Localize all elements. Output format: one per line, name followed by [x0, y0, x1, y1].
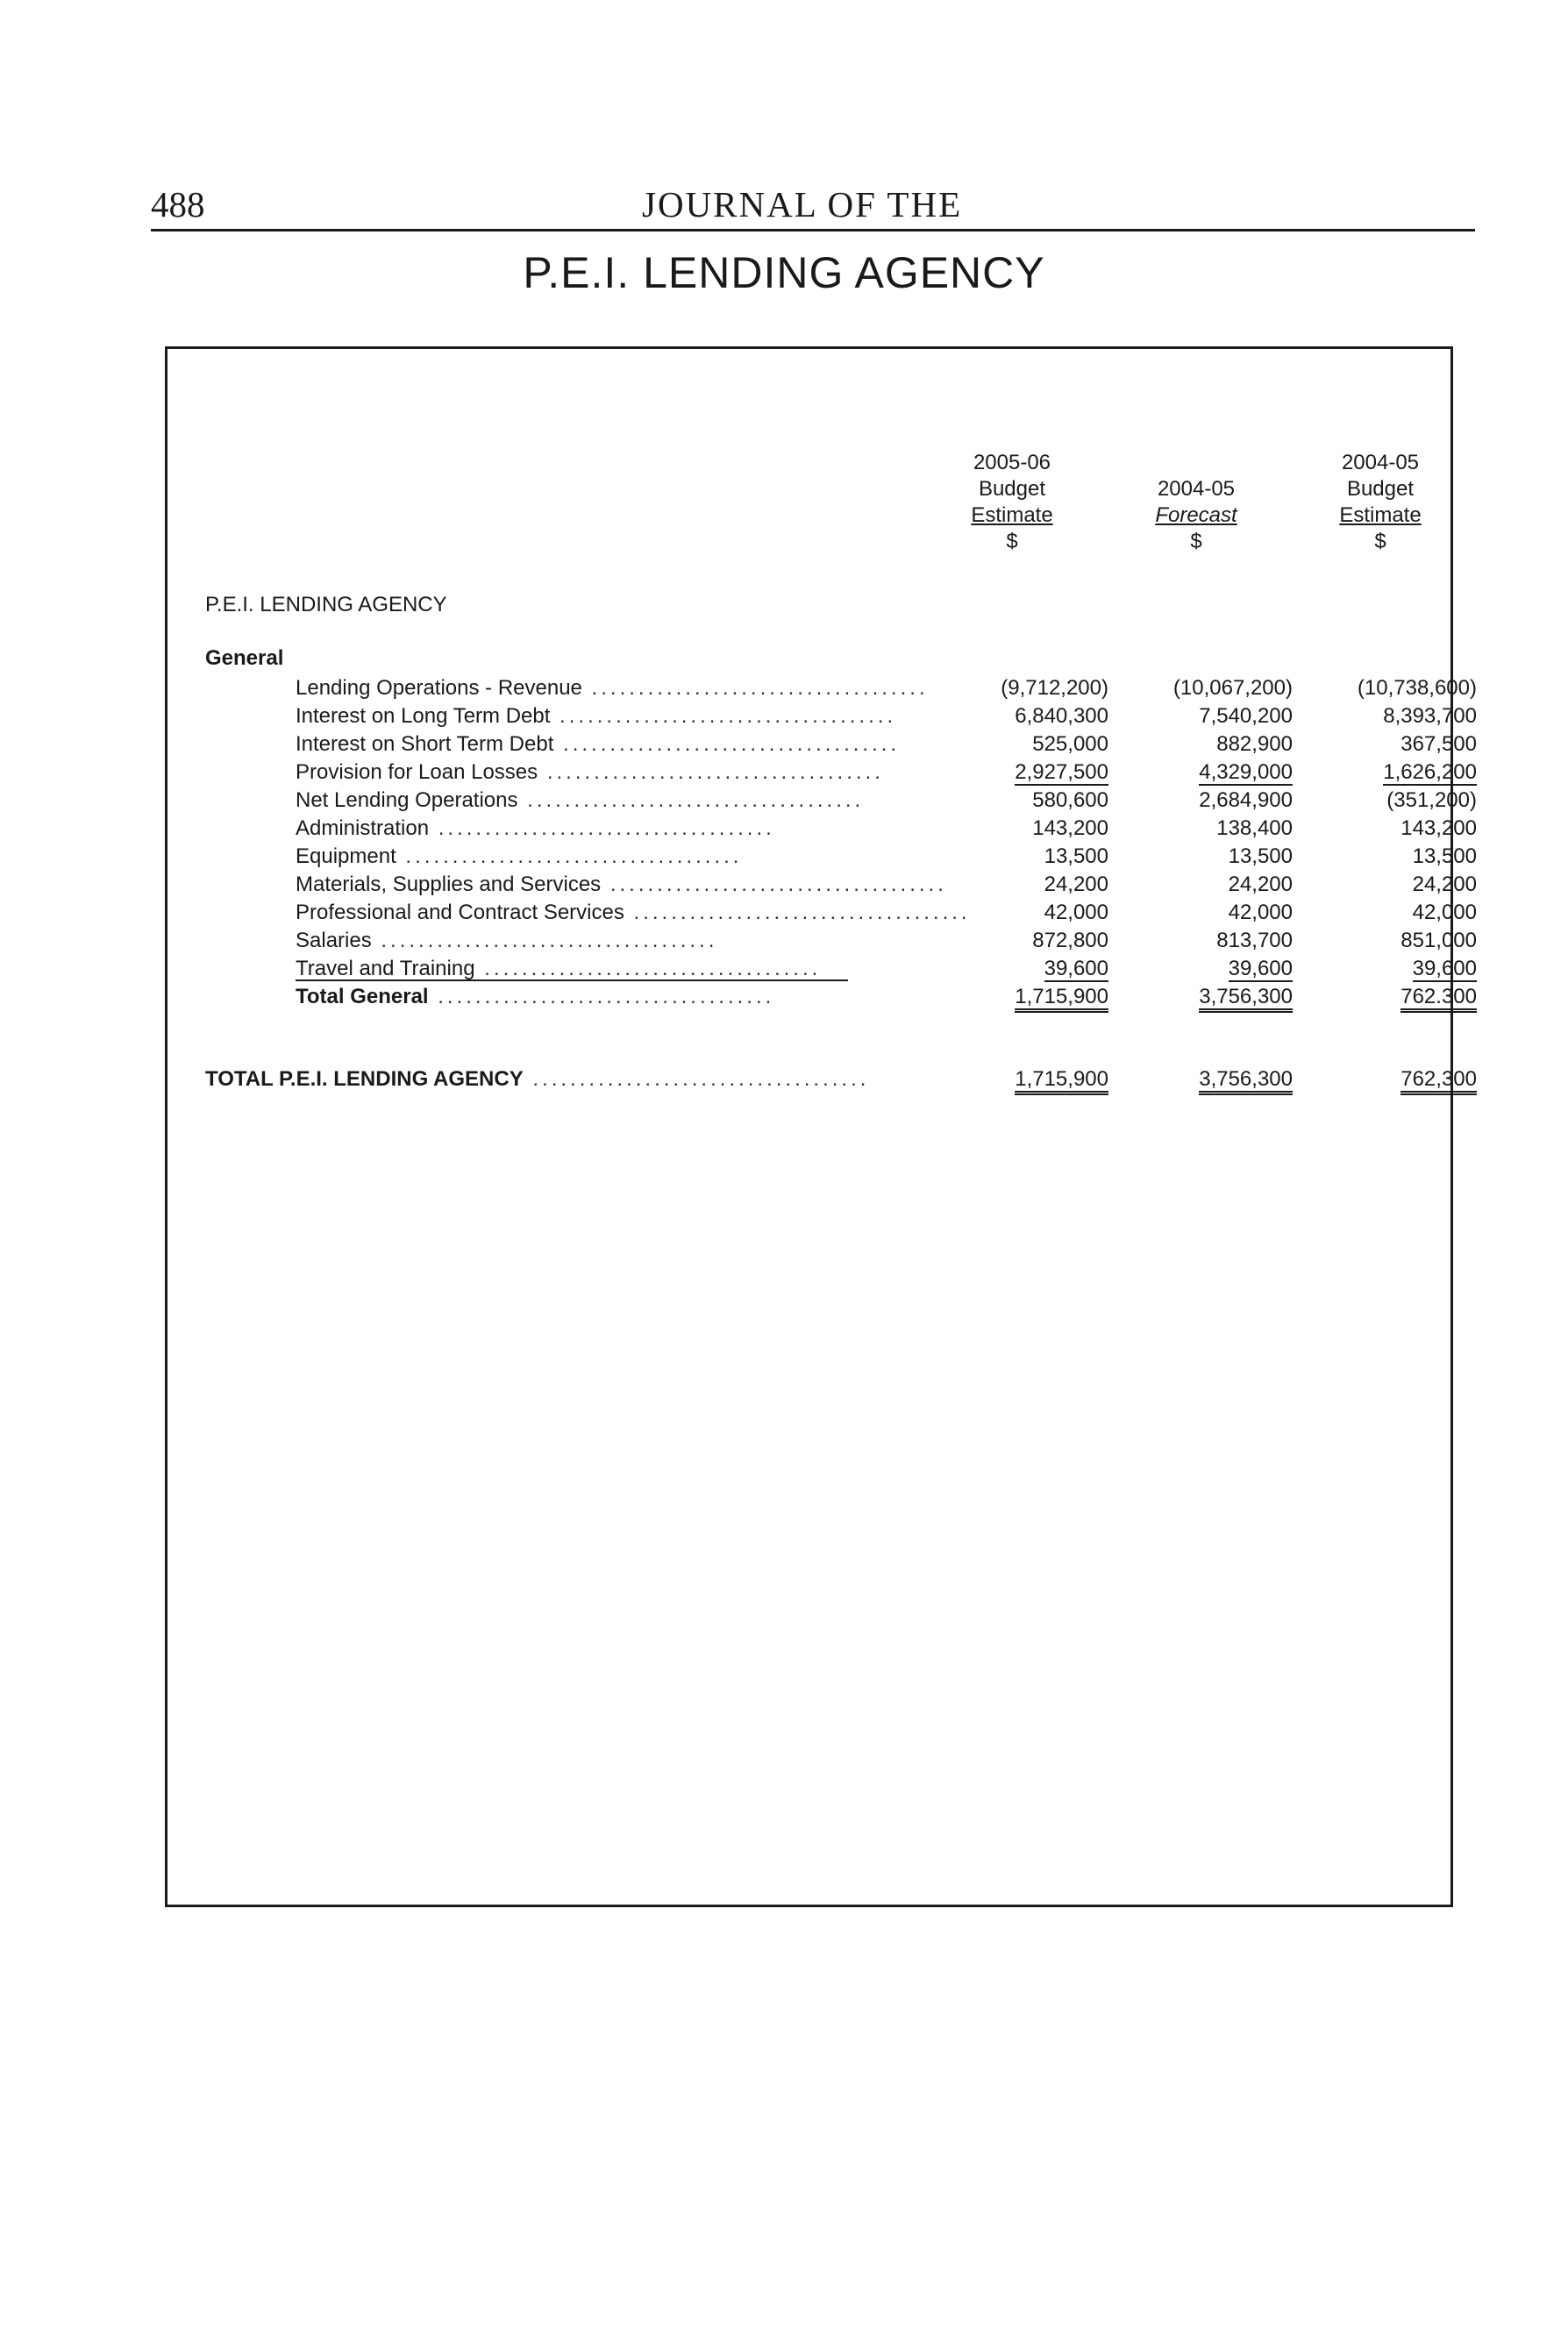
column-header-line: Forecast — [1155, 503, 1237, 527]
journal-title: JOURNAL OF THE — [642, 184, 963, 224]
page-title: P.E.I. LENDING AGENCY — [523, 248, 1045, 297]
value-cell: 2,927,500 — [1015, 760, 1108, 784]
page-number: 488 — [151, 184, 205, 224]
value-cell: 6,840,300 — [1015, 704, 1108, 728]
value-cell: 24,200 — [1228, 872, 1293, 896]
value-cell: 2,684,900 — [1199, 788, 1293, 812]
value-cell: 851,000 — [1401, 929, 1477, 952]
column-header-line: 2004-05 — [1341, 451, 1420, 474]
row-label: Total General — [296, 985, 429, 1008]
value-cell: 143,200 — [1401, 816, 1477, 840]
column-header-line: 2004-05 — [1157, 477, 1236, 501]
value-cell: 872,800 — [1032, 929, 1108, 952]
value-cell: 138,400 — [1216, 816, 1293, 840]
value-cell: 7,540,200 — [1199, 704, 1293, 728]
running-head — [151, 178, 1475, 231]
value-cell: 42,000 — [1228, 901, 1293, 924]
value-cell: 1,626,200 — [1383, 760, 1477, 784]
value-cell: 39,600 — [1228, 957, 1293, 980]
value-cell: 13,500 — [1412, 844, 1477, 868]
column-header-line — [1100, 450, 1293, 476]
row-label: Provision for Loan Losses — [296, 760, 538, 784]
group-title: General — [205, 646, 284, 670]
column-header-line: 2005-06 — [973, 451, 1051, 474]
column-header-unit: $ — [1006, 530, 1018, 553]
row-label: Materials, Supplies and Services — [296, 872, 602, 896]
value-cell: (10,067,200) — [1172, 676, 1293, 700]
value-cell: 8,393,700 — [1383, 704, 1477, 728]
value-cell: 580,600 — [1032, 788, 1108, 812]
value-cell: 525,000 — [1032, 732, 1108, 756]
column-header-line: Budget — [978, 477, 1046, 501]
row-label: Lending Operations - Revenue — [296, 676, 582, 700]
column-header-unit: $ — [1374, 530, 1386, 553]
value-cell: 143,200 — [1032, 816, 1108, 840]
value-cell: 3,756,300 — [1199, 985, 1293, 1013]
row-label: Equipment — [296, 844, 396, 868]
column-header-line: Estimate — [1339, 503, 1422, 527]
grand-total-value: 1,715,900 — [1015, 1067, 1108, 1095]
row-label: Professional and Contract Services — [296, 901, 624, 924]
row-label: Travel and Training — [296, 957, 475, 980]
estimates-table: 2005-06 Budget Estimate $ 2004-05 Forecast $ 2004-05 Budget Estimate $ P.E.I. LENDING AGENCY General Lending Operations - Revenue .................................... (9,712,200) (10,067,200) (10,738,600) Interest on Long Term Debt .................................... 6,840,300 7,540,200 8,393,700 Interest on Short Term Debt .................................... 525,000 882,900 367,500 Provision for Loan Losses .................................... 2,927,500 4,329,000 1,626,200 Net Lending Operations .................................... 580,600 2,684,900 (351,200) Administration .................................... 143,200 138,400 143,200 Equipment .................................... 13,500 13,500 13,500 Materials, Supplies and Services .................................... 24,200 24,200 24,200 Professional and Contract Services .................................... 42,000 42,000 42,000 Salaries .................................... 872,800 813,700 851,000 Travel and Training .................................... 39,600 39,600 39,600 Total General .................................... 1,715,900 3,756,300 762.300 TOTAL P.E.I. LENDING AGENCY .................................... 1,715,900 3,756,300 762,300 — [165, 346, 1453, 1907]
grand-total-label: TOTAL P.E.I. LENDING AGENCY — [205, 1067, 524, 1091]
value-cell: 24,200 — [1044, 872, 1108, 896]
value-cell: 13,500 — [1228, 844, 1293, 868]
column-header-unit: $ — [1190, 530, 1202, 553]
value-cell: 1,715,900 — [1015, 985, 1108, 1013]
column-header-forecast-2004-05 — [1100, 450, 1293, 555]
grand-total-value: 3,756,300 — [1199, 1067, 1293, 1095]
row-label: Administration — [296, 816, 430, 840]
row-label: Salaries — [296, 929, 372, 952]
value-cell: 4,329,000 — [1199, 760, 1293, 784]
value-cell: 762.300 — [1401, 985, 1477, 1013]
value-cell: 39,600 — [1412, 957, 1477, 980]
value-cell: 39,600 — [1044, 957, 1108, 980]
value-cell: 13,500 — [1044, 844, 1108, 868]
row-label: Net Lending Operations — [296, 788, 518, 812]
value-cell: 367,500 — [1401, 732, 1477, 756]
row-label: Interest on Short Term Debt — [296, 732, 554, 756]
value-cell: 42,000 — [1412, 901, 1477, 924]
value-cell: 42,000 — [1044, 901, 1108, 924]
value-cell: 813,700 — [1216, 929, 1293, 952]
value-cell: (10,738,600) — [1357, 676, 1477, 700]
value-cell: (351,200) — [1386, 788, 1477, 812]
row-label: Interest on Long Term Debt — [296, 704, 551, 728]
column-header-budget-estimate-2005-06 — [916, 450, 1108, 555]
column-header-budget-estimate-2004-05 — [1284, 450, 1477, 555]
grand-total-value: 762,300 — [1401, 1067, 1477, 1095]
label-rule — [296, 979, 848, 981]
section-title: P.E.I. LENDING AGENCY — [205, 593, 447, 616]
value-cell: (9,712,200) — [1001, 676, 1108, 700]
value-cell: 24,200 — [1412, 872, 1477, 896]
column-header-line: Budget — [1346, 477, 1415, 501]
column-header-line: Estimate — [971, 503, 1053, 527]
value-cell: 882,900 — [1216, 732, 1293, 756]
